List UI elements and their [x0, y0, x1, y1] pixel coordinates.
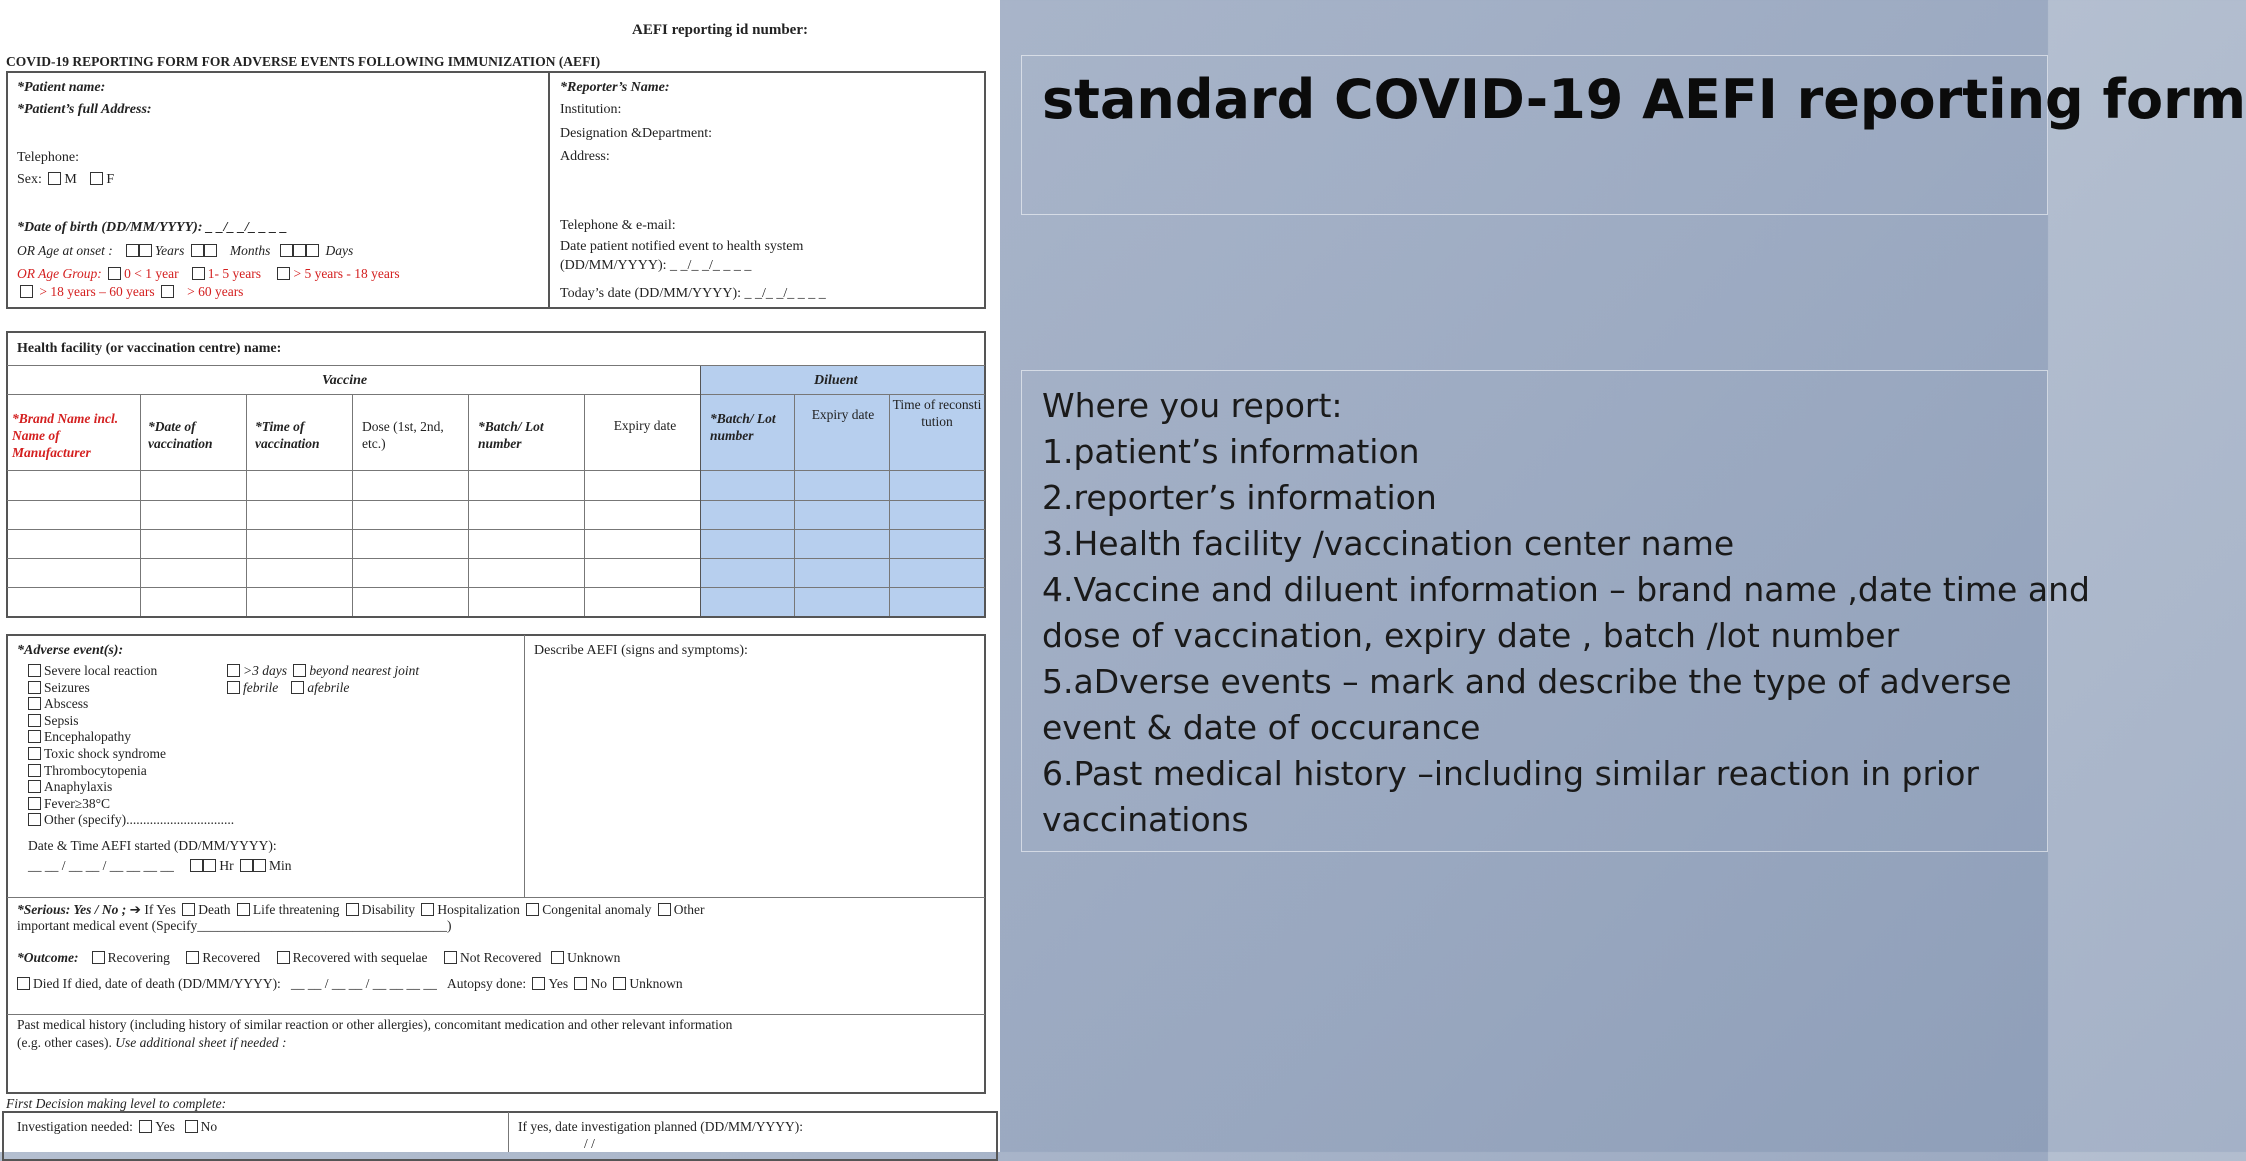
reporter-designation-label: Designation &Department:	[560, 126, 713, 141]
col-batch-lot: *Batch/ Lot number	[478, 419, 544, 451]
reporter-tel-label: Telephone & e-mail:	[560, 218, 676, 233]
autopsy-no-checkbox[interactable]	[574, 977, 587, 990]
point-line: dose of vaccination, expiry date , batch /lot number	[1042, 616, 1900, 655]
age-group-4-checkbox[interactable]	[20, 285, 33, 298]
hr-box-2[interactable]	[203, 859, 216, 872]
adverse-item-checkbox[interactable]	[28, 730, 41, 743]
adverse-item-checkbox[interactable]	[28, 664, 41, 677]
febrile-checkbox[interactable]	[227, 681, 240, 694]
adverse-item-label: Abscess	[44, 696, 89, 712]
patient-address-label: *Patient’s full Address:	[17, 102, 152, 117]
adverse-item-checkbox[interactable]	[28, 797, 41, 810]
outcome-row: *Outcome: Recovering Recovered Recovered with sequelae Not Recovered Unknown	[17, 950, 621, 965]
died-row: Died If died, date of death (DD/MM/YYYY): __ __ / __ __ / __ __ __ __ Autopsy done: Yes No Unknown	[17, 976, 683, 992]
serious-life-checkbox[interactable]	[237, 903, 250, 916]
reporter-institution-label: Institution:	[560, 102, 622, 117]
autopsy-yes-checkbox[interactable]	[532, 977, 545, 990]
col-date-vaccination: *Date of vaccination	[148, 419, 213, 451]
investigation-row: Investigation needed: Yes No	[17, 1119, 218, 1134]
serious-death-checkbox[interactable]	[182, 903, 195, 916]
aefi-form-image	[0, 0, 1000, 1152]
adverse-item	[28, 729, 234, 746]
today-date-label: Today’s date (DD/MM/YYYY): _ _/_ _/_ _ _ _	[560, 286, 826, 301]
adverse-item-checkbox[interactable]	[28, 681, 41, 694]
describe-aefi-label: Describe AEFI (signs and symptoms):	[534, 643, 748, 658]
point-line: vaccinations	[1042, 800, 1249, 839]
reporter-name-label: *Reporter’s Name:	[560, 80, 670, 95]
beyond-joint-checkbox[interactable]	[293, 664, 306, 677]
form-title: COVID-19 REPORTING FORM FOR ADVERSE EVENTS FOLLOWING IMMUNIZATION (AEFI)	[6, 54, 601, 69]
adverse-item-checkbox[interactable]	[28, 697, 41, 710]
col-expiry: Expiry date	[613, 418, 677, 433]
adverse-label: *Adverse event(s):	[17, 643, 124, 658]
adverse-item	[28, 713, 234, 730]
adverse-item-checkbox[interactable]	[28, 780, 41, 793]
age-months-box-1[interactable]	[191, 244, 204, 257]
adverse-item	[28, 812, 234, 829]
point-line: 1.patient’s information	[1042, 432, 1420, 471]
point-line: 5.aDverse events – mark and describe the type of adverse	[1042, 662, 2012, 701]
age-group-5-checkbox[interactable]	[161, 285, 174, 298]
serious-hospitalization-checkbox[interactable]	[421, 903, 434, 916]
adverse-item-checkbox[interactable]	[28, 813, 41, 826]
point-line: 6.Past medical history –including similar reaction in prior	[1042, 754, 1979, 793]
notified-label-2: (DD/MM/YYYY): _ _/_ _/_ _ _ _	[560, 258, 752, 273]
patient-name-label: *Patient name:	[17, 80, 106, 95]
points-heading: Where you report:	[1042, 386, 1343, 425]
date-started-label: Date & Time AEFI started (DD/MM/YYYY):	[28, 838, 277, 853]
adverse-item	[28, 680, 234, 697]
adverse-item	[28, 779, 234, 796]
col-reconstitution: Time of reconstitution	[892, 397, 982, 429]
sex-f-checkbox[interactable]	[90, 172, 103, 185]
age-group-row: OR Age Group: 0 < 1 year 1- 5 years > 5 years - 18 years	[17, 266, 400, 281]
investigation-no-checkbox[interactable]	[185, 1120, 198, 1133]
col-brand-name: *Brand Name incl. Name of Manufacturer	[12, 411, 119, 460]
died-checkbox[interactable]	[17, 977, 30, 990]
patient-telephone-label: Telephone:	[17, 150, 79, 165]
adverse-item-checkbox[interactable]	[28, 764, 41, 777]
serious-other-checkbox[interactable]	[658, 903, 671, 916]
age-group-3-checkbox[interactable]	[277, 267, 290, 280]
adverse-item-label: Fever≥38°C	[44, 795, 111, 811]
age-years-box-1[interactable]	[126, 244, 139, 257]
dob-label: *Date of birth (DD/MM/YYYY): _ _/_ _/_ _ _ _	[17, 220, 288, 235]
serious-specify: important medical event (Specify_____________________________________)	[17, 918, 452, 933]
adverse-item-label: Toxic shock syndrome	[44, 745, 167, 761]
age-months-box-2[interactable]	[204, 244, 217, 257]
point-line: 3.Health facility /vaccination center name	[1042, 524, 1735, 563]
slide-title: standard COVID-19 AEFI reporting form	[1042, 68, 2246, 131]
arrow-right-icon: ➔	[129, 902, 141, 917]
adverse-item	[28, 763, 234, 780]
age-days-box-2[interactable]	[293, 244, 306, 257]
col-diluent-batch: *Batch/ Lot number	[710, 411, 776, 443]
col-dose: Dose (1st, 2nd, etc.)	[362, 419, 444, 451]
age-group-row-2: > 18 years – 60 years > 60 years	[17, 284, 243, 300]
serious-disability-checkbox[interactable]	[346, 903, 359, 916]
adverse-item-label: Anaphylaxis	[44, 779, 113, 795]
investigation-planned-label: If yes, date investigation planned (DD/MM/YYYY):	[518, 1119, 803, 1134]
diluent-header: Diluent	[814, 373, 858, 388]
serious-congenital-checkbox[interactable]	[526, 903, 539, 916]
history-line-1: Past medical history (including history of similar reaction or other allergies), concomitant medication and other relevant information	[17, 1017, 733, 1032]
history-line-2: (e.g. other cases). Use additional sheet if needed :	[17, 1035, 287, 1050]
col-time-vaccination: *Time of vaccination	[255, 419, 320, 451]
days3-checkbox[interactable]	[227, 664, 240, 677]
age-days-box-1[interactable]	[280, 244, 293, 257]
age-years-box-2[interactable]	[139, 244, 152, 257]
outcome-unknown-checkbox[interactable]	[551, 951, 564, 964]
notified-label-1: Date patient notified event to health system	[560, 239, 804, 254]
aefi-id-label: AEFI reporting id number:	[632, 22, 808, 38]
autopsy-unknown-checkbox[interactable]	[613, 977, 626, 990]
reporter-address-label: Address:	[560, 149, 610, 164]
adverse-item	[28, 696, 234, 713]
adverse-item	[28, 746, 234, 763]
adverse-item-label: Other (specify)................................	[44, 812, 235, 828]
health-facility-label: Health facility (or vaccination centre) name:	[17, 341, 282, 356]
point-line: 4.Vaccine and diluent information – brand name ,date time and	[1042, 570, 2090, 609]
adverse-extra-row-1: >3 days beyond nearest joint	[224, 663, 419, 679]
outcome-not-recovered-checkbox[interactable]	[444, 951, 457, 964]
hr-box-1[interactable]	[190, 859, 203, 872]
adverse-item-label: Severe local reaction	[44, 663, 158, 678]
age-group-1-checkbox[interactable]	[108, 267, 121, 280]
adverse-item-label: Sepsis	[44, 712, 79, 728]
afebrile-checkbox[interactable]	[291, 681, 304, 694]
age-group-2-checkbox[interactable]	[192, 267, 205, 280]
sex-m-checkbox[interactable]	[48, 172, 61, 185]
patient-sex-row: Sex: M F	[17, 172, 115, 187]
outcome-sequelae-checkbox[interactable]	[277, 951, 290, 964]
adverse-extra-row-2: febrile afebrile	[224, 680, 349, 696]
adverse-item-label: Encephalopathy	[44, 729, 131, 745]
age-days-box-3[interactable]	[306, 244, 319, 257]
adverse-list	[28, 663, 234, 829]
adverse-item-label: Thrombocytopenia	[44, 762, 147, 778]
adverse-item-label: Seizures	[44, 679, 90, 695]
title-placeholder[interactable]	[1021, 55, 2246, 215]
content-placeholder[interactable]	[1021, 370, 2090, 852]
investigation-planned-blanks: / /	[584, 1136, 595, 1151]
points-list	[1042, 429, 2090, 843]
point-line: event & date of occurance	[1042, 708, 1481, 747]
point-line: 2.reporter’s information	[1042, 478, 1437, 517]
adverse-item	[28, 796, 234, 813]
decision-label: First Decision making level to complete:	[6, 1096, 227, 1111]
outcome-recovering-checkbox[interactable]	[92, 951, 105, 964]
investigation-yes-checkbox[interactable]	[139, 1120, 152, 1133]
adverse-item	[28, 663, 234, 680]
col-diluent-expiry: Expiry date	[811, 407, 875, 422]
date-started-row: __ __ / __ __ / __ __ __ __ Hr Min	[28, 858, 292, 873]
adverse-item-checkbox[interactable]	[28, 714, 41, 727]
serious-row: *Serious: Yes / No ; ➔ If Yes Death Life threatening Disability Hospitalization Congenital anomaly Other	[17, 902, 705, 917]
min-box-2[interactable]	[253, 859, 266, 872]
min-box-1[interactable]	[240, 859, 253, 872]
vaccine-header: Vaccine	[322, 373, 368, 388]
outcome-recovered-checkbox[interactable]	[186, 951, 199, 964]
age-onset-row: OR Age at onset : Years Months Days	[17, 243, 354, 258]
adverse-item-checkbox[interactable]	[28, 747, 41, 760]
